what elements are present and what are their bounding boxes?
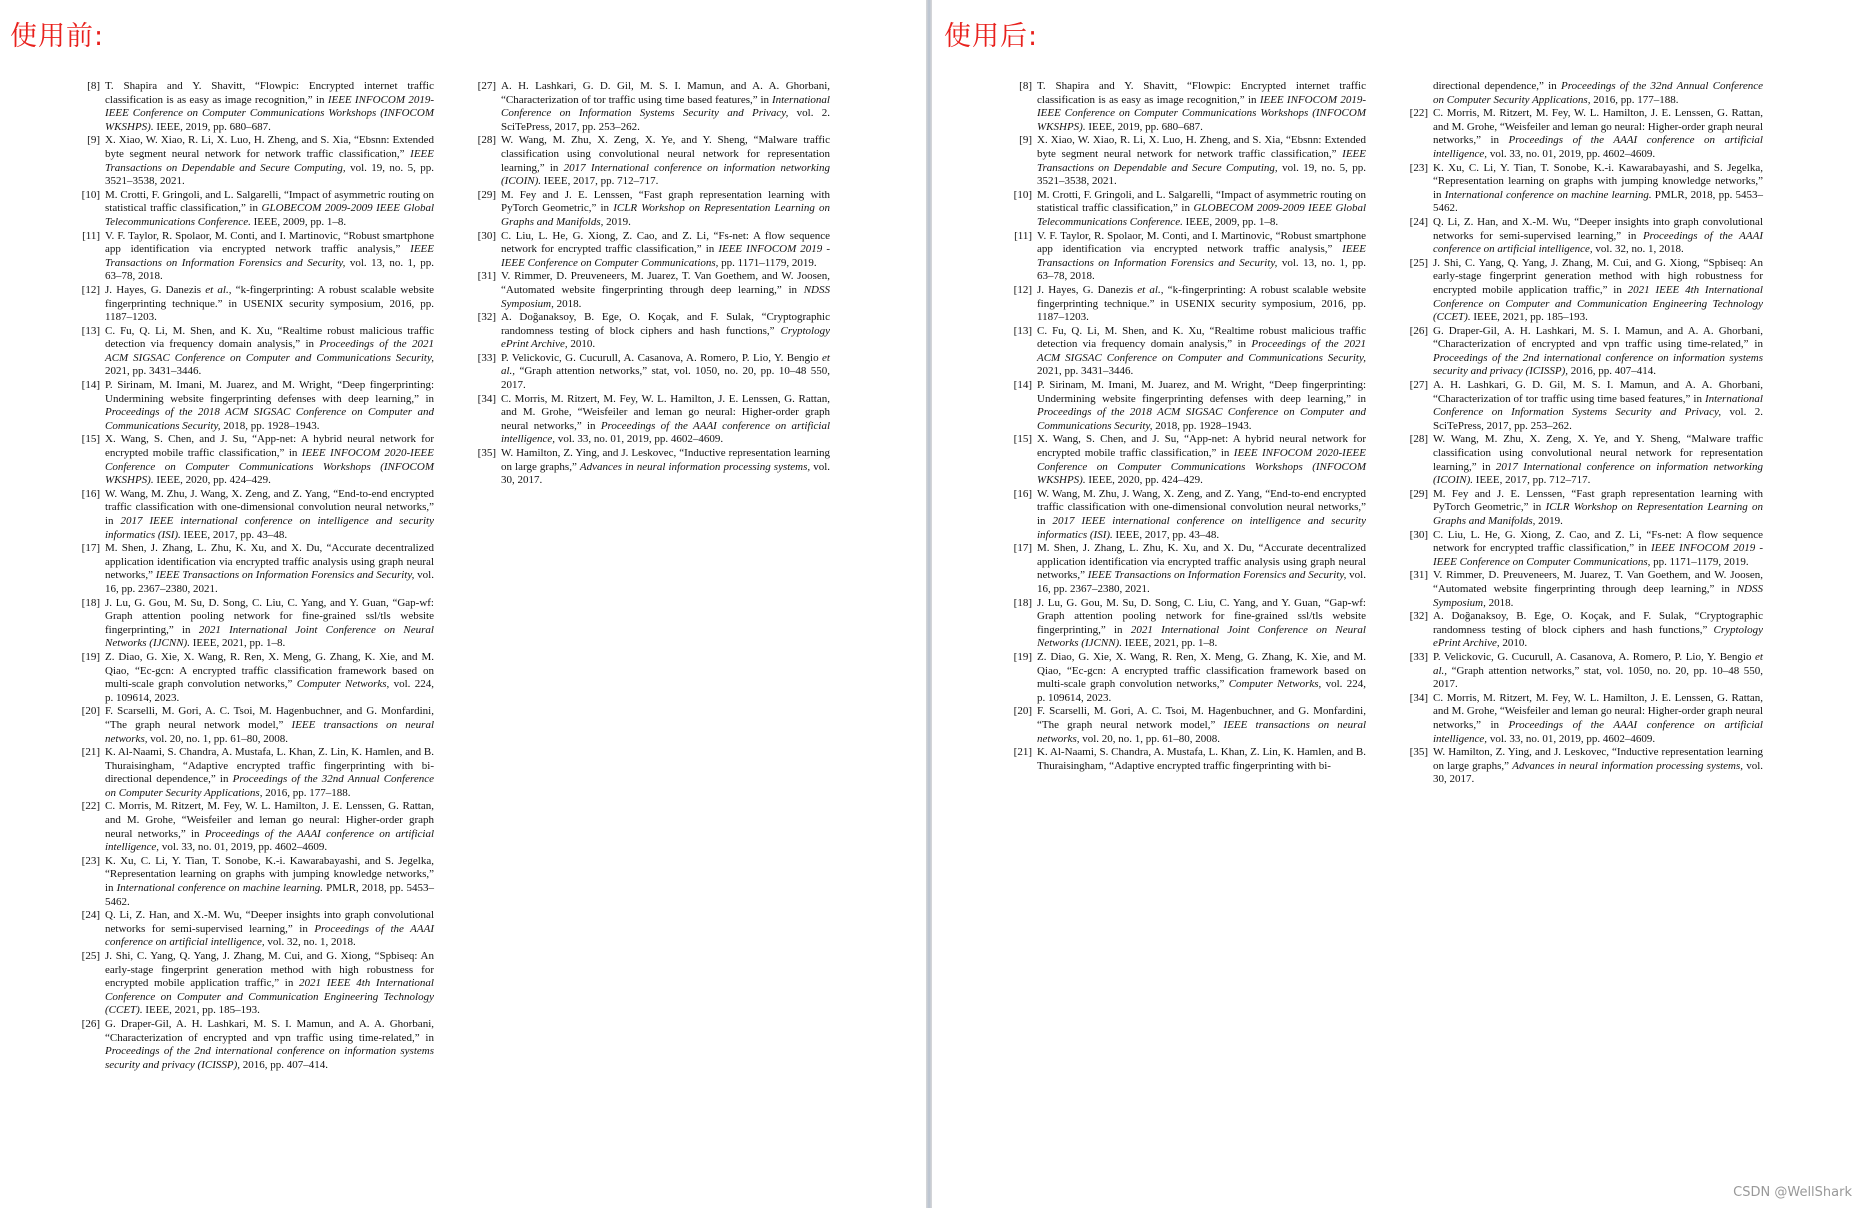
before-heading: 使用前: xyxy=(10,21,105,52)
reference-text: P. Sirinam, M. Imani, M. Juarez, and M. Wright, “Deep fingerprinting: Undermining website fingerprinting defenses with deep learning,” in Proceedings of the 2018 ACM SIGSAC Conference on Computer and Communications Security, 2018, pp. 1928–1943. xyxy=(1037,379,1366,432)
reference-entry xyxy=(1006,597,1366,651)
reference-number: [22] xyxy=(1409,107,1428,120)
reference-entry xyxy=(1006,433,1366,487)
reference-number: [32] xyxy=(477,311,496,324)
reference-entry xyxy=(1006,379,1366,433)
reference-entry xyxy=(470,270,830,311)
reference-text: C. Morris, M. Ritzert, M. Fey, W. L. Hamilton, J. E. Lenssen, G. Rattan, and M. Grohe, “Weisfeiler and leman go neural: Higher-order graph neural networks,” in Proceedings of the AAAI conference on artificial intelligence, vol. 33, no. 01, 2019, pp. 4602–4609. xyxy=(1433,691,1763,745)
reference-entry xyxy=(74,542,434,596)
reference-text: A. H. Lashkari, G. D. Gil, M. S. I. Mamun, and A. A. Ghorbani, “Characterization of tor traffic using time based features,” in International Conference on Information Systems Security and Privacy, vol. 2. SciTePress, 2017, pp. 253–262. xyxy=(1433,379,1763,432)
reference-number: [17] xyxy=(1013,542,1032,555)
reference-number: [21] xyxy=(1013,746,1032,759)
reference-text: X. Xiao, W. Xiao, R. Li, X. Luo, H. Zheng, and S. Xia, “Ebsnn: Extended byte segment neural network for network traffic classification,” IEEE Transactions on Dependable and Secure Computing, vol. 19, no. 5, pp. 3521–3538, 2021. xyxy=(1037,134,1366,188)
reference-text: X. Wang, S. Chen, and J. Su, “App-net: A hybrid neural network for encrypted mobile traffic classification,” in IEEE INFOCOM 2020-IEEE Conference on Computer Communications Workshops (INFOCOM WKSHPS). IEEE, 2020, pp. 424–429. xyxy=(105,433,434,487)
reference-entry xyxy=(74,433,434,487)
reference-entry xyxy=(74,1018,434,1072)
reference-text: M. Crotti, F. Gringoli, and L. Salgarelli, “Impact of asymmetric routing on statistical traffic classification,” in GLOBECOM 2009-2009 IEEE Global Telecommunications Conference. IEEE, 2009, pp. 1–8. xyxy=(1037,188,1366,228)
reference-entry xyxy=(74,800,434,854)
reference-entry xyxy=(1006,542,1366,596)
reference-entry xyxy=(1402,610,1763,651)
reference-number: [14] xyxy=(81,379,100,392)
reference-entry xyxy=(74,488,434,542)
reference-entry xyxy=(1006,705,1366,746)
reference-number: [25] xyxy=(81,950,100,962)
reference-entry xyxy=(470,80,830,134)
reference-number: [20] xyxy=(81,705,100,718)
reference-entry xyxy=(1402,216,1763,257)
reference-entry xyxy=(1006,488,1366,542)
reference-entry xyxy=(74,189,434,230)
reference-number: [33] xyxy=(477,351,496,364)
reference-text: M. Crotti, F. Gringoli, and L. Salgarelli, “Impact of asymmetric routing on statistical traffic classification,” in GLOBECOM 2009-2009 IEEE Global Telecommunications Conference. IEEE, 2009, pp. 1–8. xyxy=(105,188,434,228)
reference-text: W. Wang, M. Zhu, J. Wang, X. Zeng, and Z. Yang, “End-to-end encrypted traffic classification with one-dimensional convolution neural networks,” in 2017 IEEE international conference on intelligence and security informatics (ISI). IEEE, 2017, pp. 43–48. xyxy=(1037,487,1366,541)
reference-entry xyxy=(470,230,830,271)
reference-entry xyxy=(74,950,434,1018)
reference-text: C. Liu, L. He, G. Xiong, Z. Cao, and Z. Li, “Fs-net: A flow sequence network for encrypted traffic classification,” in IEEE INFOCOM 2019 - IEEE Conference on Computer Communications, pp. 1171–1179, 2019. xyxy=(1433,528,1763,568)
reference-number: [28] xyxy=(477,134,496,147)
reference-number: [8] xyxy=(87,80,100,92)
reference-number: [11] xyxy=(82,229,100,242)
reference-entry xyxy=(1402,325,1763,379)
reference-number: [23] xyxy=(81,854,100,867)
reference-number: [31] xyxy=(477,270,496,283)
reference-entry xyxy=(1402,488,1763,529)
reference-entry xyxy=(74,651,434,705)
reference-number: [19] xyxy=(81,650,100,663)
reference-column-left xyxy=(1006,80,1366,773)
reference-number: [20] xyxy=(1013,705,1032,718)
reference-number: [10] xyxy=(1013,188,1032,201)
reference-number: [30] xyxy=(1409,528,1428,541)
reference-text: J. Hayes, G. Danezis et al., “k-fingerprinting: A robust scalable website fingerprinting technique.” in USENIX security symposium, 2016, pp. 1187–1203. xyxy=(105,283,434,324)
after-heading: 使用后: xyxy=(944,21,1039,52)
reference-entry xyxy=(1006,134,1366,188)
reference-entry xyxy=(1006,80,1366,134)
reference-number: [19] xyxy=(1013,650,1032,663)
reference-text: C. Morris, M. Ritzert, M. Fey, W. L. Hamilton, J. E. Lenssen, G. Rattan, and M. Grohe, “Weisfeiler and leman go neural: Higher-order graph neural networks,” in Proceedings of the AAAI conference on artificial intelligence, vol. 33, no. 01, 2019, pp. 4602–4609. xyxy=(501,392,830,446)
reference-text: C. Morris, M. Ritzert, M. Fey, W. L. Hamilton, J. E. Lenssen, G. Rattan, and M. Grohe, “Weisfeiler and leman go neural: Higher-order graph neural networks,” in Proceedings of the AAAI conference on artificial intelligence, vol. 33, no. 01, 2019, pp. 4602–4609. xyxy=(105,800,434,854)
reference-text: P. Velickovic, G. Cucurull, A. Casanova, A. Romero, P. Lio, Y. Bengio et al., “Graph attention networks,” stat, vol. 1050, no. 20, pp. 10–48 550, 2017. xyxy=(501,351,830,392)
reference-entry xyxy=(1402,379,1763,433)
reference-number: [16] xyxy=(1013,487,1032,500)
reference-text: M. Fey and J. E. Lenssen, “Fast graph representation learning with PyTorch Geometric,” in ICLR Workshop on Representation Learning on Graphs and Manifolds, 2019. xyxy=(1433,487,1763,527)
reference-entry xyxy=(74,705,434,746)
reference-number: [16] xyxy=(81,487,100,500)
reference-text: J. Lu, G. Gou, M. Su, D. Song, C. Liu, C. Yang, and Y. Guan, “Gap-wf: Graph attention pooling network for fine-grained ssl/tls website fingerprinting,” in 2021 International Joint Conference on Neural Networks (IJCNN). IEEE, 2021, pp. 1–8. xyxy=(105,596,434,650)
reference-number: [25] xyxy=(1409,256,1428,269)
reference-text: W. Hamilton, Z. Ying, and J. Leskovec, “Inductive representation learning on large graphs,” Advances in neural information processing systems, vol. 30, 2017. xyxy=(1433,746,1763,786)
reference-number: [28] xyxy=(1409,433,1428,446)
reference-text: F. Scarselli, M. Gori, A. C. Tsoi, M. Hagenbuchner, and G. Monfardini, “The graph neural network model,” IEEE transactions on neural networks, vol. 20, no. 1, pp. 61–80, 2008. xyxy=(105,705,434,745)
reference-column-right xyxy=(1402,80,1763,787)
reference-text: W. Hamilton, Z. Ying, and J. Leskovec, “Inductive representation learning on large graphs,” Advances in neural information processing systems, vol. 30, 2017. xyxy=(501,447,831,487)
reference-number: [26] xyxy=(1409,324,1428,337)
reference-number: [30] xyxy=(477,229,496,242)
reference-number: [14] xyxy=(1013,379,1032,392)
reference-entry xyxy=(1402,107,1763,161)
reference-entry xyxy=(1006,651,1366,705)
reference-number: [21] xyxy=(81,746,100,759)
reference-number xyxy=(1402,80,1433,107)
reference-text: J. Shi, C. Yang, Q. Yang, J. Zhang, M. Cui, and G. Xiong, “Spbiseq: An early-stage fingerprint generation method with high robustness for encrypted mobile application traffic,” in 2021 IEEE 4th International Conference on Computer and Communication Engineering Technology (CCET). IEEE, 2021, pp. 185–193. xyxy=(105,950,434,1017)
reference-number: [13] xyxy=(1013,324,1032,337)
reference-entry xyxy=(1402,529,1763,570)
reference-entry xyxy=(74,597,434,651)
reference-number: [12] xyxy=(81,283,100,296)
reference-text: Z. Diao, G. Xie, X. Wang, R. Ren, X. Meng, G. Zhang, K. Xie, and M. Qiao, “Ec-gcn: A encrypted traffic classification framework based on multi-scale graph convolution networks,” Computer Networks, vol. 224, p. 109614, 2023. xyxy=(1037,650,1366,704)
reference-number: [29] xyxy=(1409,487,1428,500)
reference-number: [11] xyxy=(1014,229,1032,242)
reference-entry xyxy=(1006,746,1366,773)
reference-text: K. Xu, C. Li, Y. Tian, T. Sonobe, K.-i. Kawarabayashi, and S. Jegelka, “Representation learning on graphs with jumping knowledge networks,” in International conference on machine learning. PMLR, 2018, pp. 5453–5462. xyxy=(1433,161,1763,215)
reference-entry xyxy=(1402,746,1763,787)
reference-text: P. Sirinam, M. Imani, M. Juarez, and M. Wright, “Deep fingerprinting: Undermining website fingerprinting defenses with deep learning,” in Proceedings of the 2018 ACM SIGSAC Conference on Computer and Communications Security, 2018, pp. 1928–1943. xyxy=(105,379,434,432)
reference-number: [8] xyxy=(1019,80,1032,92)
reference-number: [34] xyxy=(1409,691,1428,704)
reference-entry xyxy=(1402,569,1763,610)
reference-column-left xyxy=(74,80,434,1072)
reference-text: C. Liu, L. He, G. Xiong, Z. Cao, and Z. Li, “Fs-net: A flow sequence network for encrypted traffic classification,” in IEEE INFOCOM 2019 - IEEE Conference on Computer Communications, pp. 1171–1179, 2019. xyxy=(501,229,830,269)
reference-entry xyxy=(1402,433,1763,487)
reference-text: V. F. Taylor, R. Spolaor, M. Conti, and I. Martinovic, “Robust smartphone app identification via encrypted network traffic analysis,” IEEE Transactions on Information Forensics and Security, vol. 13, no. 1, pp. 63–78, 2018. xyxy=(1037,229,1366,283)
reference-entry xyxy=(74,909,434,950)
before-panel xyxy=(0,0,926,1208)
reference-number: [9] xyxy=(87,134,100,147)
reference-text: W. Wang, M. Zhu, J. Wang, X. Zeng, and Z. Yang, “End-to-end encrypted traffic classification with one-dimensional convolution neural networks,” in 2017 IEEE international conference on intelligence and security informatics (ISI). IEEE, 2017, pp. 43–48. xyxy=(105,487,434,541)
reference-text: K. Xu, C. Li, Y. Tian, T. Sonobe, K.-i. Kawarabayashi, and S. Jegelka, “Representation learning on graphs with jumping knowledge networks,” in International conference on machine learning. PMLR, 2018, pp. 5453–5462. xyxy=(105,854,434,908)
reference-text: J. Hayes, G. Danezis et al., “k-fingerprinting: A robust scalable website fingerprinting technique.” in USENIX security symposium, 2016, pp. 1187–1203. xyxy=(1037,283,1366,324)
reference-entry xyxy=(74,134,434,188)
reference-entry xyxy=(470,352,830,393)
reference-entry xyxy=(74,325,434,379)
reference-number: [26] xyxy=(81,1017,100,1030)
reference-number: [29] xyxy=(477,188,496,201)
reference-number: [10] xyxy=(81,188,100,201)
reference-number: [27] xyxy=(1409,379,1428,392)
reference-entry xyxy=(470,311,830,352)
reference-entry xyxy=(1402,692,1763,746)
reference-number: [15] xyxy=(81,433,100,446)
reference-text: Q. Li, Z. Han, and X.-M. Wu, “Deeper insights into graph convolutional networks for semi-supervised learning,” in Proceedings of the AAAI conference on artificial intelligence, vol. 32, no. 1, 2018. xyxy=(1433,215,1763,256)
reference-entry xyxy=(1006,189,1366,230)
reference-number: [17] xyxy=(81,542,100,555)
reference-number: [32] xyxy=(1409,610,1428,623)
reference-text: A. H. Lashkari, G. D. Gil, M. S. I. Mamun, and A. A. Ghorbani, “Characterization of tor traffic using time based features,” in International Conference on Information Systems Security and Privacy, vol. 2. SciTePress, 2017, pp. 253–262. xyxy=(501,80,830,133)
reference-entry xyxy=(74,230,434,284)
reference-text: K. Al-Naami, S. Chandra, A. Mustafa, L. Khan, Z. Lin, K. Hamlen, and B. Thuraisingham, “Adaptive encrypted traffic fingerprinting with bi-directional dependence,” in Proceedings of the 32nd Annual Conference on Computer Security Applications, 2016, pp. 177–188. xyxy=(105,746,434,799)
reference-entry xyxy=(470,393,830,447)
reference-number: [33] xyxy=(1409,650,1428,663)
reference-entry xyxy=(1006,230,1366,284)
reference-text: J. Lu, G. Gou, M. Su, D. Song, C. Liu, C. Yang, and Y. Guan, “Gap-wf: Graph attention pooling network for fine-grained ssl/tls website fingerprinting,” in 2021 International Joint Conference on Neural Networks (IJCNN). IEEE, 2021, pp. 1–8. xyxy=(1037,596,1366,650)
reference-text: G. Draper-Gil, A. H. Lashkari, M. S. I. Mamun, and A. A. Ghorbani, “Characterization of encrypted and vpn traffic using time-related,” in Proceedings of the 2nd international conference on information systems security and privacy (ICISSP), 2016, pp. 407–414. xyxy=(105,1017,434,1071)
reference-number: [35] xyxy=(477,447,496,460)
reference-text: Q. Li, Z. Han, and X.-M. Wu, “Deeper insights into graph convolutional networks for semi-supervised learning,” in Proceedings of the AAAI conference on artificial intelligence, vol. 32, no. 1, 2018. xyxy=(105,909,434,949)
reference-text: P. Velickovic, G. Cucurull, A. Casanova, A. Romero, P. Lio, Y. Bengio et al., “Graph attention networks,” stat, vol. 1050, no. 20, pp. 10–48 550, 2017. xyxy=(1433,650,1763,691)
reference-number: [13] xyxy=(81,324,100,337)
reference-number: [18] xyxy=(1013,596,1032,609)
reference-text: T. Shapira and Y. Shavitt, “Flowpic: Encrypted internet traffic classification is as easy as image recognition,” in IEEE INFOCOM 2019-IEEE Conference on Computer Communications Workshops (INFOCOM WKSHPS). IEEE, 2019, pp. 680–687. xyxy=(105,80,435,133)
reference-text: K. Al-Naami, S. Chandra, A. Mustafa, L. Khan, Z. Lin, K. Hamlen, and B. Thuraisingham, “Adaptive encrypted traffic fingerprinting with bi- xyxy=(1037,746,1366,772)
reference-text: C. Fu, Q. Li, M. Shen, and K. Xu, “Realtime robust malicious traffic detection via frequency domain analysis,” in Proceedings of the 2021 ACM SIGSAC Conference on Computer and Communications Security, 2021, pp. 3431–3446. xyxy=(105,324,434,378)
reference-entry xyxy=(74,855,434,909)
reference-entry xyxy=(1402,162,1763,216)
reference-entry xyxy=(74,379,434,433)
reference-number: [24] xyxy=(81,909,100,922)
reference-column-right xyxy=(470,80,830,488)
reference-entry xyxy=(470,134,830,188)
reference-number: [22] xyxy=(81,800,100,813)
reference-text: Z. Diao, G. Xie, X. Wang, R. Ren, X. Meng, G. Zhang, K. Xie, and M. Qiao, “Ec-gcn: A encrypted traffic classification framework based on multi-scale graph convolution networks,” Computer Networks, vol. 224, p. 109614, 2023. xyxy=(105,650,434,704)
reference-entry xyxy=(74,746,434,800)
reference-number: [27] xyxy=(477,80,496,92)
reference-text: A. Doğanaksoy, B. Ege, O. Koçak, and F. Sulak, “Cryptographic randomness testing of block ciphers and hash functions,” Cryptology ePrint Archive, 2010. xyxy=(1433,610,1763,650)
reference-number: [12] xyxy=(1013,283,1032,296)
reference-text: A. Doğanaksoy, B. Ege, O. Koçak, and F. Sulak, “Cryptographic randomness testing of block ciphers and hash functions,” Cryptology ePrint Archive, 2010. xyxy=(501,311,830,351)
reference-text: X. Xiao, W. Xiao, R. Li, X. Luo, H. Zheng, and S. Xia, “Ebsnn: Extended byte segment neural network for network traffic classification,” IEEE Transactions on Dependable and Secure Computing, vol. 19, no. 5, pp. 3521–3538, 2021. xyxy=(105,134,434,188)
reference-text: directional dependence,” in Proceedings of the 32nd Annual Conference on Computer Security Applications, 2016, pp. 177–188. xyxy=(1433,80,1763,106)
reference-text: V. Rimmer, D. Preuveneers, M. Juarez, T. Van Goethem, and W. Joosen, “Automated website fingerprinting through deep learning,” in NDSS Symposium, 2018. xyxy=(1433,569,1763,609)
watermark: CSDN @WellShark xyxy=(1733,1185,1852,1200)
reference-text: T. Shapira and Y. Shavitt, “Flowpic: Encrypted internet traffic classification is as easy as image recognition,” in IEEE INFOCOM 2019-IEEE Conference on Computer Communications Workshops (INFOCOM WKSHPS). IEEE, 2019, pp. 680–687. xyxy=(1037,80,1367,133)
reference-entry xyxy=(1006,284,1366,325)
reference-entry xyxy=(1006,325,1366,379)
reference-number: [18] xyxy=(81,596,100,609)
reference-text: M. Fey and J. E. Lenssen, “Fast graph representation learning with PyTorch Geometric,” in ICLR Workshop on Representation Learning on Graphs and Manifolds, 2019. xyxy=(501,188,830,228)
reference-entry xyxy=(74,80,434,134)
reference-text: M. Shen, J. Zhang, L. Zhu, K. Xu, and X. Du, “Accurate decentralized application identification via encrypted traffic analysis using graph neural networks,” IEEE Transactions on Information Forensics and Security, vol. 16, pp. 2367–2380, 2021. xyxy=(105,542,434,595)
reference-entry xyxy=(1402,257,1763,325)
reference-text: W. Wang, M. Zhu, X. Zeng, X. Ye, and Y. Sheng, “Malware traffic classification using convolutional neural network for representation learning,” in 2017 International conference on information networking (ICOIN). IEEE, 2017, pp. 712–717. xyxy=(1433,433,1763,487)
reference-text: M. Shen, J. Zhang, L. Zhu, K. Xu, and X. Du, “Accurate decentralized application identification via encrypted traffic analysis using graph neural networks,” IEEE Transactions on Information Forensics and Security, vol. 16, pp. 2367–2380, 2021. xyxy=(1037,542,1366,595)
reference-text: J. Shi, C. Yang, Q. Yang, J. Zhang, M. Cui, and G. Xiong, “Spbiseq: An early-stage fingerprint generation method with high robustness for encrypted mobile application traffic,” in 2021 IEEE 4th International Conference on Computer and Communication Engineering Technology (CCET). IEEE, 2021, pp. 185–193. xyxy=(1433,256,1763,324)
reference-text: C. Morris, M. Ritzert, M. Fey, W. L. Hamilton, J. E. Lenssen, G. Rattan, and M. Grohe, “Weisfeiler and leman go neural: Higher-order graph neural networks,” in Proceedings of the AAAI conference on artificial intelligence, vol. 33, no. 01, 2019, pp. 4602–4609. xyxy=(1433,107,1763,160)
reference-text: C. Fu, Q. Li, M. Shen, and K. Xu, “Realtime robust malicious traffic detection via frequency domain analysis,” in Proceedings of the 2021 ACM SIGSAC Conference on Computer and Communications Security, 2021, pp. 3431–3446. xyxy=(1037,324,1366,378)
reference-number: [31] xyxy=(1409,569,1428,582)
reference-text: X. Wang, S. Chen, and J. Su, “App-net: A hybrid neural network for encrypted mobile traffic classification,” in IEEE INFOCOM 2020-IEEE Conference on Computer Communications Workshops (INFOCOM WKSHPS). IEEE, 2020, pp. 424–429. xyxy=(1037,433,1366,487)
reference-number: [34] xyxy=(477,392,496,405)
reference-number: [15] xyxy=(1013,433,1032,446)
reference-text: V. F. Taylor, R. Spolaor, M. Conti, and I. Martinovic, “Robust smartphone app identification via encrypted network traffic analysis,” IEEE Transactions on Information Forensics and Security, vol. 13, no. 1, pp. 63–78, 2018. xyxy=(105,229,434,283)
reference-number: [9] xyxy=(1019,134,1032,147)
reference-text: F. Scarselli, M. Gori, A. C. Tsoi, M. Hagenbuchner, and G. Monfardini, “The graph neural network model,” IEEE transactions on neural networks, vol. 20, no. 1, pp. 61–80, 2008. xyxy=(1037,705,1366,745)
reference-entry xyxy=(470,447,830,488)
reference-number: [23] xyxy=(1409,161,1428,174)
reference-entry xyxy=(74,284,434,325)
reference-text: W. Wang, M. Zhu, X. Zeng, X. Ye, and Y. Sheng, “Malware traffic classification using convolutional neural network for representation learning,” in 2017 International conference on information networking (ICOIN). IEEE, 2017, pp. 712–717. xyxy=(501,134,830,188)
reference-number: [35] xyxy=(1409,746,1428,759)
reference-entry xyxy=(1402,80,1763,107)
reference-entry xyxy=(1402,651,1763,692)
reference-text: V. Rimmer, D. Preuveneers, M. Juarez, T. Van Goethem, and W. Joosen, “Automated website fingerprinting through deep learning,” in NDSS Symposium, 2018. xyxy=(501,270,830,310)
after-panel xyxy=(932,0,1866,1208)
reference-number: [24] xyxy=(1409,215,1428,228)
reference-entry xyxy=(470,189,830,230)
reference-text: G. Draper-Gil, A. H. Lashkari, M. S. I. Mamun, and A. A. Ghorbani, “Characterization of encrypted and vpn traffic using time-related,” in Proceedings of the 2nd international conference on information systems security and privacy (ICISSP), 2016, pp. 407–414. xyxy=(1433,324,1763,378)
